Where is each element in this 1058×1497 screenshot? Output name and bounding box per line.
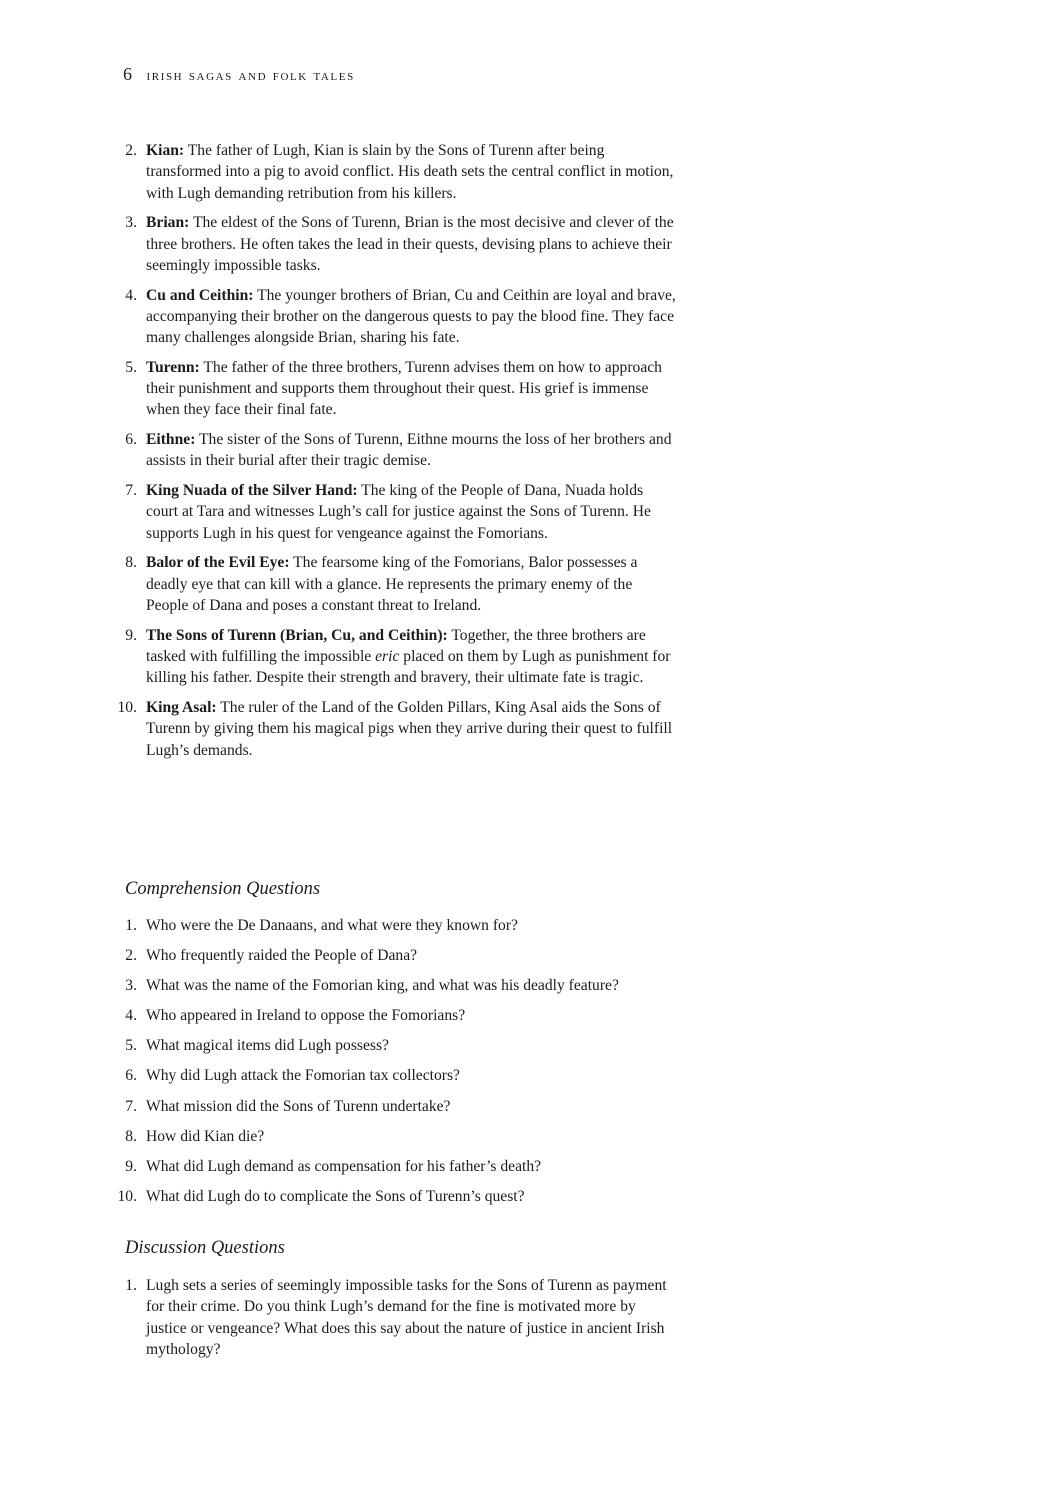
character-name: Cu and Ceithin:	[146, 286, 254, 304]
question-text: How did Kian die?	[146, 1127, 265, 1145]
item-number: 3.	[125, 214, 137, 232]
character-description: Together, the three brothers are tasked with fulfilling the impossible	[146, 626, 646, 665]
item-number: 8.	[125, 1127, 137, 1145]
character-description: The fearsome king of the Fomorians, Balor possesses a deadly eye that can kill with a glance. He represents the primary enemy of the People of Dana and poses a constant threat to Ireland.	[146, 554, 638, 614]
question-item	[0, 1065, 706, 1086]
question-item	[0, 915, 706, 936]
discussion-list	[0, 1275, 1058, 1360]
item-number: 8.	[125, 554, 137, 572]
item-number: 1.	[125, 1277, 137, 1294]
list-item	[0, 285, 676, 349]
question-text: Who frequently raided the People of Dana?	[146, 947, 418, 965]
item-number: 4.	[125, 1007, 137, 1025]
question-text: What was the name of the Fomorian king, and what was his deadly feature?	[146, 977, 619, 995]
character-name: Turenn:	[146, 358, 200, 376]
question-item	[0, 1096, 706, 1117]
question-text: Who were the De Danaans, and what were they known for?	[146, 917, 518, 934]
book-title: irish sagas and folk tales	[146, 67, 355, 84]
list-item	[0, 140, 676, 204]
item-number: 4.	[125, 286, 137, 304]
character-description: The father of the three brothers, Turenn advises them on how to approach their punishment and supports them throughout their quest. His grief is immense when they face their final fate.	[146, 358, 662, 419]
page-number: 6	[123, 64, 133, 84]
question-text: What did Lugh demand as compensation for his father’s death?	[146, 1157, 542, 1175]
item-number: 7.	[125, 1097, 137, 1115]
question-item	[0, 1156, 706, 1177]
character-name: The Sons of Turenn (Brian, Cu, and Ceithin):	[146, 626, 448, 644]
character-name: Balor of the Evil Eye:	[146, 554, 290, 572]
character-name: Brian:	[146, 214, 190, 232]
item-number: 5.	[125, 1037, 137, 1055]
character-description: The younger brothers of Brian, Cu and Ceithin are loyal and brave, accompanying their brother on the dangerous quests to pay the blood fine. They face many challenges alongside Brian, sharing his fate.	[146, 286, 676, 347]
character-description: The ruler of the Land of the Golden Pillars, King Asal aids the Sons of Turenn by giving them his magical pigs when they arrive during their quest to fulfill Lugh’s demands.	[146, 698, 673, 759]
character-name: King Asal:	[146, 698, 217, 716]
item-number: 10.	[117, 1187, 137, 1205]
question-item	[0, 945, 706, 966]
item-number: 9.	[125, 626, 137, 644]
running-head	[123, 64, 355, 85]
character-description: The king of the People of Dana, Nuada holds court at Tara and witnesses Lugh’s call for justice against the Sons of Turenn. He supports Lugh in his quest for vengeance against the Fomorians.	[146, 482, 651, 542]
character-description: The eldest of the Sons of Turenn, Brian is the most decisive and clever of the three brothers. He often takes the lead in their quests, devising plans to achieve their seemingly impossible tasks.	[146, 214, 674, 274]
item-number: 9.	[125, 1157, 137, 1175]
character-list	[0, 140, 1058, 769]
list-item	[0, 429, 676, 472]
list-item	[0, 552, 676, 616]
item-number: 5.	[125, 358, 137, 376]
emphasized-term: eric	[375, 647, 400, 665]
character-description: The father of Lugh, Kian is slain by the Sons of Turenn after being transformed into a pig to avoid conflict. His death sets the central conflict in motion, with Lugh demanding retribution from his killers.	[146, 142, 674, 202]
question-item	[0, 1005, 706, 1026]
list-item	[0, 480, 676, 544]
question-item	[0, 1275, 676, 1360]
question-text: What did Lugh do to complicate the Sons of Turenn’s quest?	[146, 1187, 525, 1205]
list-item	[0, 212, 676, 276]
comprehension-heading: Comprehension Questions	[125, 879, 321, 899]
item-number: 1.	[125, 917, 137, 934]
comprehension-list	[0, 915, 1058, 1216]
character-name: King Nuada of the Silver Hand:	[146, 482, 358, 500]
list-item	[0, 697, 676, 761]
question-text: What mission did the Sons of Turenn undertake?	[146, 1097, 451, 1115]
question-text: Lugh sets a series of seemingly impossible tasks for the Sons of Turenn as payment for their crime. Do you think Lugh’s demand for the fine is motivated more by justice or vengeance? What does this say about the nature of justice in ancient Irish mythology?	[146, 1277, 667, 1358]
list-item	[0, 625, 676, 689]
item-number: 7.	[125, 482, 137, 500]
question-item	[0, 1186, 706, 1207]
question-item	[0, 975, 706, 996]
character-name: Eithne:	[146, 431, 196, 449]
list-item	[0, 357, 676, 421]
question-item	[0, 1126, 706, 1147]
item-number: 2.	[125, 142, 137, 159]
question-item	[0, 1035, 706, 1056]
character-name: Kian:	[146, 142, 185, 159]
discussion-heading: Discussion Questions	[125, 1238, 285, 1258]
item-number: 6.	[125, 1067, 137, 1085]
character-description-cont: placed on them by Lugh as punishment for killing his father. Despite their strength and bravery, their ultimate fate is tragic.	[146, 647, 671, 687]
item-number: 3.	[125, 977, 137, 995]
question-text: Who appeared in Ireland to oppose the Fomorians?	[146, 1007, 466, 1025]
question-text: What magical items did Lugh possess?	[146, 1037, 389, 1055]
character-description: The sister of the Sons of Turenn, Eithne mourns the loss of her brothers and assists in their burial after their tragic demise.	[146, 431, 672, 470]
item-number: 2.	[125, 947, 137, 965]
item-number: 10.	[117, 698, 137, 716]
item-number: 6.	[125, 431, 137, 449]
question-text: Why did Lugh attack the Fomorian tax collectors?	[146, 1067, 460, 1085]
